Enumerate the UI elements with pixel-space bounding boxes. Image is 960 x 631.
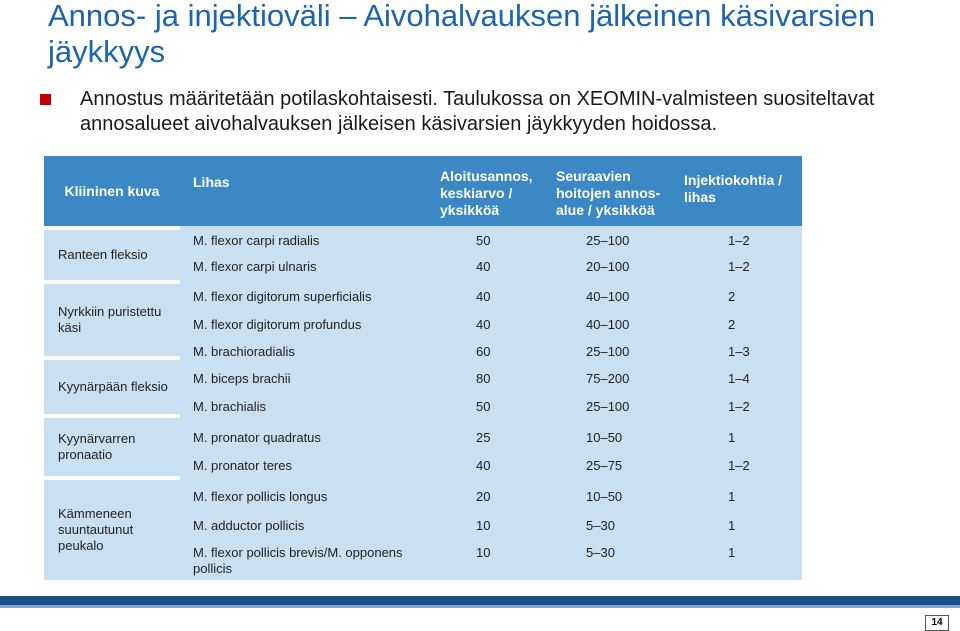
header-lihas: Lihas — [180, 156, 428, 226]
start-dose-cell: 40 — [476, 317, 491, 332]
dose-range-cell: 25–100 — [586, 344, 630, 359]
start-dose-cell: 60 — [476, 344, 491, 359]
clinical-cell: Kyynärvarren pronaatio — [44, 418, 180, 476]
muscle-cell: M. brachialis — [193, 399, 266, 414]
dose-range-cell: 5–30 — [586, 518, 615, 533]
table-row — [180, 425, 802, 451]
start-dose-cell: 25 — [476, 430, 491, 445]
muscle-cell: M. flexor pollicis longus — [193, 489, 328, 504]
clinical-cell: Ranteen fleksio — [44, 230, 180, 280]
table-row — [180, 394, 802, 420]
start-dose-cell: 10 — [476, 545, 491, 560]
dose-range-cell: 20–100 — [586, 259, 630, 274]
clinical-cell: Kyynärpään fleksio — [44, 360, 180, 414]
sites-cell: 1–2 — [728, 458, 750, 473]
muscle-cell: M. brachioradialis — [193, 344, 295, 359]
table-row — [180, 284, 802, 310]
clinical-column — [44, 156, 180, 580]
start-dose-cell: 40 — [476, 458, 491, 473]
bullet-text: Annostus määritetään potilaskohtaisesti. Taulukossa on XEOMIN-valmisteen suositeltavat annosalueet aivohalvauksen jälkeisen käsivarsien jäykkyyden hoidossa. — [80, 88, 875, 135]
start-dose-cell: 50 — [476, 233, 491, 248]
header-kliininen: Kliininen kuva — [44, 156, 180, 226]
table-row — [180, 254, 802, 280]
muscle-cell: M. pronator quadratus — [193, 430, 321, 445]
dose-range-cell: 25–75 — [586, 458, 623, 473]
dose-range-cell: 25–100 — [586, 233, 630, 248]
muscle-cell: M. flexor digitorum superficialis — [193, 289, 372, 304]
header-injektio: Injektiokohtia / lihas — [676, 156, 802, 226]
sites-cell: 1 — [728, 518, 736, 533]
start-dose-cell: 40 — [476, 259, 491, 274]
dose-range-cell: 10–50 — [586, 489, 623, 504]
clinical-cell: Kämmeneen suuntautunut peukalo — [44, 480, 180, 580]
table-row — [180, 312, 802, 338]
square-bullet-icon — [40, 94, 51, 105]
sites-cell: 2 — [728, 317, 736, 332]
table-body — [180, 226, 802, 580]
sites-cell: 1–2 — [728, 233, 750, 248]
header-aloitus: Aloitusannos, keskiarvo / yksikköä — [428, 156, 548, 226]
start-dose-cell: 50 — [476, 399, 491, 414]
table-row — [180, 453, 802, 479]
sites-cell: 1–2 — [728, 259, 750, 274]
dosage-table — [180, 156, 802, 580]
table-row — [180, 366, 802, 392]
sites-cell: 1 — [728, 430, 736, 445]
muscle-cell: M. adductor pollicis — [193, 518, 305, 533]
table-row — [180, 339, 802, 365]
muscle-cell: M. flexor digitorum profundus — [193, 317, 362, 332]
sites-cell: 1–3 — [728, 344, 750, 359]
dose-range-cell: 40–100 — [586, 289, 630, 304]
muscle-cell: M. flexor carpi radialis — [193, 233, 320, 248]
footer-accent-bar — [0, 605, 960, 608]
table-row — [180, 228, 802, 254]
table-row — [180, 484, 802, 510]
dose-range-cell: 25–100 — [586, 399, 630, 414]
muscle-cell: M. biceps brachii — [193, 371, 291, 386]
sites-cell: 1–2 — [728, 399, 750, 414]
header-seuraavien: Seuraavien hoitojen annos-alue / yksikköä — [548, 156, 676, 226]
sites-cell: 1 — [728, 489, 736, 504]
sites-cell: 1 — [728, 545, 736, 560]
dose-range-cell: 10–50 — [586, 430, 623, 445]
muscle-cell: M. flexor carpi ulnaris — [193, 259, 317, 274]
footer-bar — [0, 596, 960, 605]
dose-range-cell: 5–30 — [586, 545, 615, 560]
start-dose-cell: 80 — [476, 371, 491, 386]
start-dose-cell: 40 — [476, 289, 491, 304]
clinical-cell: Nyrkkiin puristettu käsi — [44, 284, 180, 356]
table-row — [180, 540, 802, 578]
start-dose-cell: 10 — [476, 518, 491, 533]
start-dose-cell: 20 — [476, 489, 491, 504]
dose-range-cell: 40–100 — [586, 317, 630, 332]
page-number: 14 — [925, 615, 949, 631]
slide-title: Annos- ja injektioväli – Aivohalvauksen jälkeinen käsivarsien jäykkyys — [48, 0, 876, 69]
sites-cell: 1–4 — [728, 371, 750, 386]
muscle-cell: M. flexor pollicis brevis/M. opponens pollicis — [193, 545, 403, 576]
dose-range-cell: 75–200 — [586, 371, 630, 386]
sites-cell: 2 — [728, 289, 736, 304]
table-row — [180, 513, 802, 539]
muscle-cell: M. pronator teres — [193, 458, 292, 473]
